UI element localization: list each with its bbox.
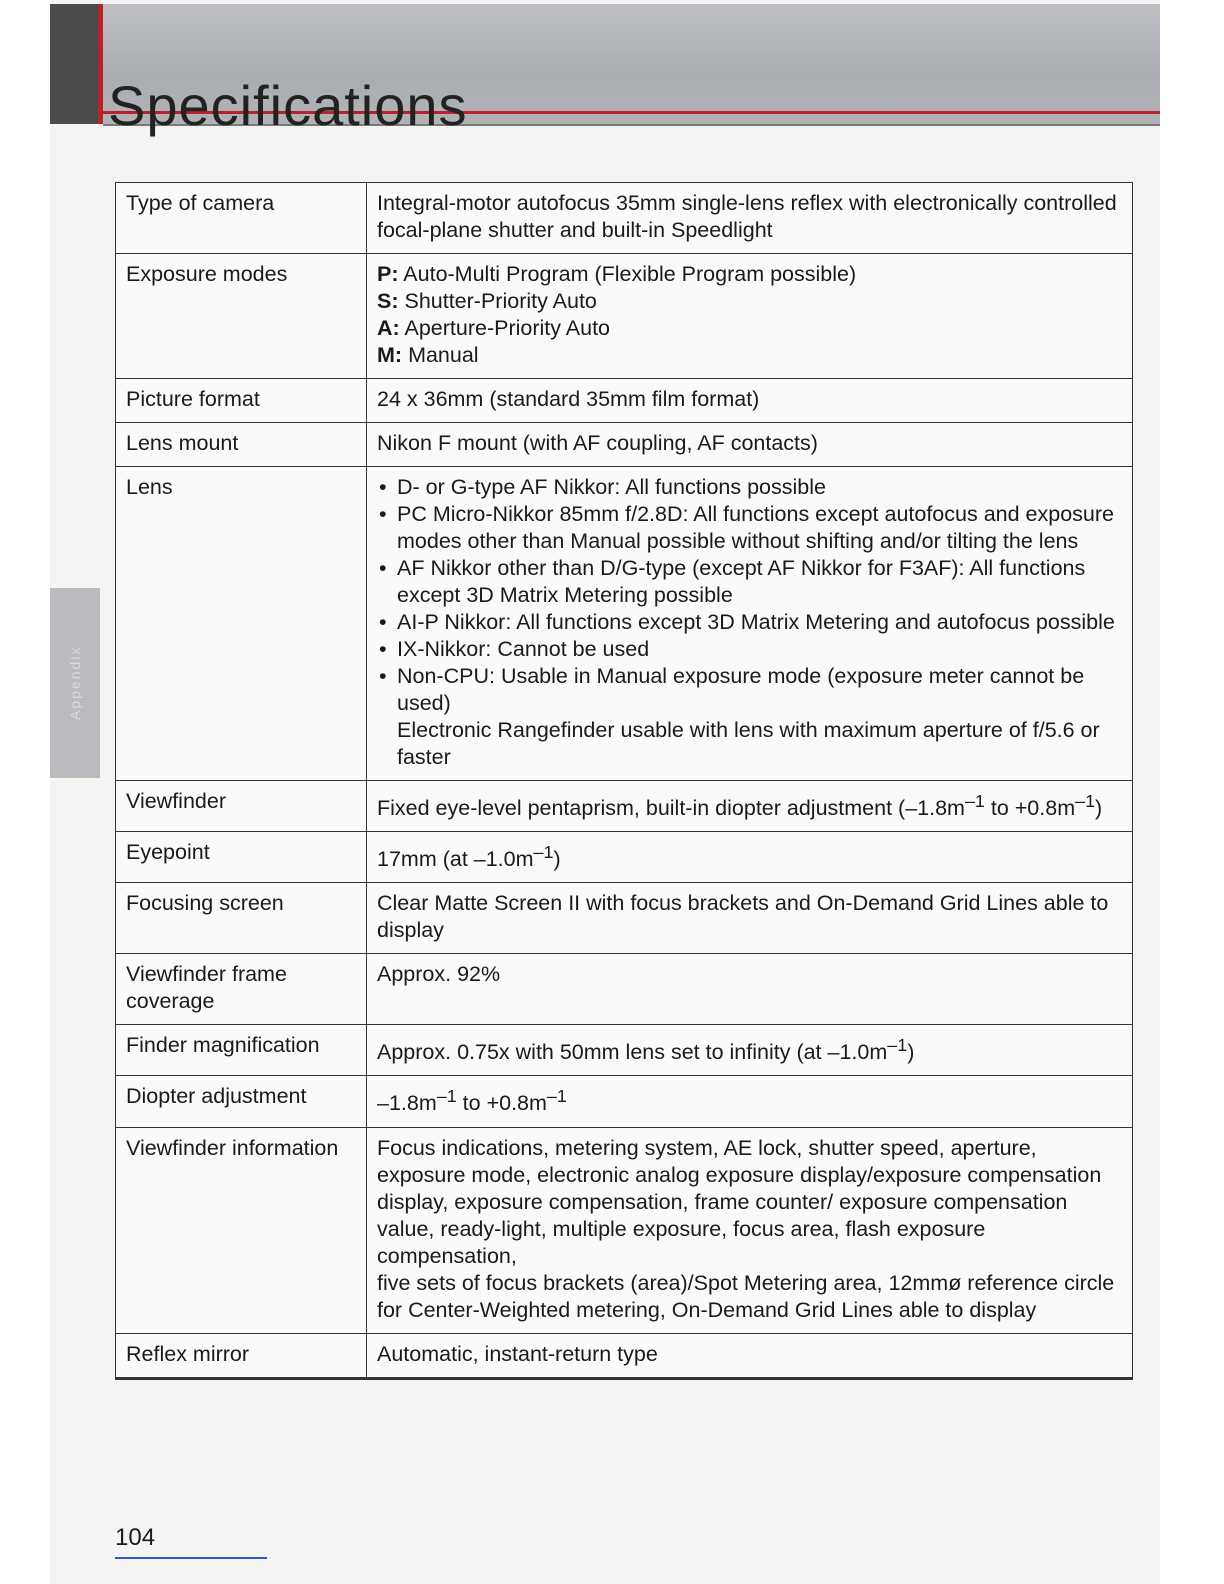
table-row [116,832,1133,883]
row-label: Picture format [116,379,367,423]
table-row [116,254,1133,379]
row-value [367,1127,1133,1333]
table-row [116,467,1133,781]
row-label: Reflex mirror [116,1333,367,1378]
table-row [116,954,1133,1025]
table-row [116,883,1133,954]
row-label: Exposure modes [116,254,367,379]
row-label: Type of camera [116,183,367,254]
row-label: Viewfinder [116,781,367,832]
lens-compatibility-list [377,474,1122,717]
header-dark-block [50,4,98,124]
row-value: Approx. 0.75x with 50mm lens set to infinity (at $-1.0m^{-1}$) [367,1025,1133,1076]
viewfinder-info-line: five sets of focus brackets (area)/Spot Metering area, 12mmø reference circle for Center-Weighted metering, On-Demand Grid Lines able to display [377,1270,1115,1322]
row-value [367,467,1133,781]
table-row [116,1127,1133,1333]
section-side-tab-label: Appendix [67,645,83,721]
page-title: Specifications [108,73,468,137]
row-label: Lens mount [116,423,367,467]
row-value: Fixed eye-level pentaprism, built-in diopter adjustment ($-1.8m^{-1}$ to $+0.8m^{-1}$) [367,781,1133,832]
footer-line [115,1557,267,1559]
row-label: Viewfinder frame coverage [116,954,367,1025]
row-label: Finder magnification [116,1025,367,1076]
row-value: $-1.8m^{-1}$ to $+0.8m^{-1}$ [367,1076,1133,1127]
specifications-table [115,182,1133,1380]
row-value [367,254,1133,379]
header-red-bar [98,4,103,124]
row-value: 24 x 36mm (standard 35mm film format) [367,379,1133,423]
exposure-mode-item: M: Manual [377,343,479,367]
row-label: Focusing screen [116,883,367,954]
table-row [116,1333,1133,1378]
row-label: Viewfinder information [116,1127,367,1333]
row-label: Eyepoint [116,832,367,883]
table-row [116,1076,1133,1127]
exposure-mode-item: P: Auto-Multi Program (Flexible Program possible) [377,262,857,286]
exposure-mode-item: A: Aperture-Priority Auto [377,316,611,340]
row-value: Integral-motor autofocus 35mm single-lens reflex with electronically controlled focal-plane shutter and built-in Speedlight [367,183,1133,254]
lens-note: Electronic Rangefinder usable with lens with maximum aperture of f/5.6 or faster [397,718,1100,769]
table-row [116,379,1133,423]
list-item: • Non-CPU: Usable in Manual exposure mode (exposure meter cannot be used) [377,663,1122,717]
list-item: • AI-P Nikkor: All functions except 3D Matrix Metering and autofocus possible [377,609,1122,636]
list-item: • AF Nikkor other than D/G-type (except AF Nikkor for F3AF): All functions except 3D Matrix Metering possible [377,555,1122,609]
list-item: • PC Micro-Nikkor 85mm f/2.8D: All functions except autofocus and exposure modes other than Manual possible without shifting and/or tilting the lens [377,501,1122,555]
row-value: 17mm (at $-1.0m^{-1}$) [367,832,1133,883]
list-item: • D- or G-type AF Nikkor: All functions possible [377,474,1122,501]
row-value: Automatic, instant-return type [367,1333,1133,1378]
table-row [116,423,1133,467]
row-value: Clear Matte Screen II with focus brackets and On-Demand Grid Lines able to display [367,883,1133,954]
exposure-mode-item: S: Shutter-Priority Auto [377,289,597,313]
row-value: Approx. 92% [367,954,1133,1025]
table-row [116,1025,1133,1076]
table-row [116,781,1133,832]
row-label: Lens [116,467,367,781]
page-number: 104 [115,1524,156,1551]
list-item: • IX-Nikkor: Cannot be used [377,636,1122,663]
viewfinder-info-line: Focus indications, metering system, AE lock, shutter speed, aperture, exposure mode, electronic analog exposure display/exposure compensation display, exposure compensation, frame counter/ exposure compensation value, ready-light, multiple exposure, focus area, flash exposure compensation, [377,1135,1102,1268]
row-label: Diopter adjustment [116,1076,367,1127]
row-value: Nikon F mount (with AF coupling, AF contacts) [367,423,1133,467]
table-row [116,183,1133,254]
